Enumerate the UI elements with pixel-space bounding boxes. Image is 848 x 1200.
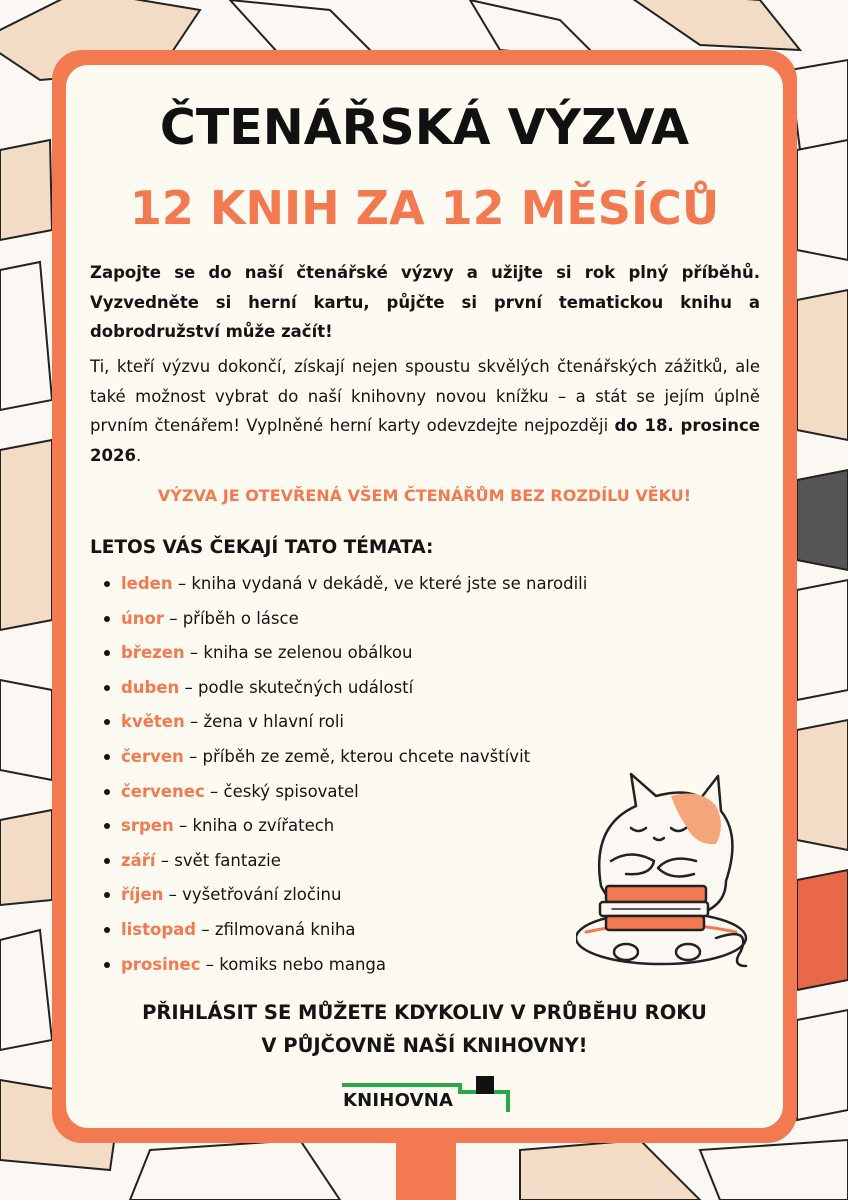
bullet-icon — [104, 650, 110, 656]
month-theme: – zfilmovaná kniha — [196, 919, 356, 939]
open-book-icon — [797, 870, 848, 990]
open-book-icon — [797, 290, 848, 440]
list-item — [100, 812, 587, 847]
list-item — [100, 881, 587, 916]
details-paragraph — [90, 352, 760, 470]
list-item — [100, 708, 587, 743]
open-book-icon — [520, 1140, 700, 1200]
intro-paragraph: Zapojte se do naší čtenářské výzvy a užijte si rok plný příběhů. Vyzvedněte si herní kartu, půjčte si první tematickou knihu a dobrodružství může začít! — [90, 263, 760, 341]
month-theme: – žena v hlavní roli — [184, 712, 345, 732]
open-book-icon — [797, 470, 848, 570]
list-item — [100, 778, 587, 813]
month-name: březen — [121, 643, 185, 663]
list-item — [100, 951, 587, 986]
open-book-icon — [797, 580, 848, 700]
month-name: únor — [121, 608, 164, 628]
list-item — [100, 605, 587, 640]
details-text: Ti, kteří výzvu dokončí, získají nejen spoustu skvělých čtenářských zážitků, ale také možnost vybrat do naší knihovny novou knížku – a stát se jejím úplně prvním čtenářem! Vyplněné herní karty odevzdejte nejpozději — [90, 357, 760, 435]
library-logo — [340, 1072, 520, 1114]
bullet-icon — [104, 581, 110, 587]
footer-line-2: V PŮJČOVNĚ NAŠÍ KNIHOVNY! — [261, 1034, 588, 1057]
list-item — [100, 674, 587, 709]
open-book-icon — [0, 930, 52, 1050]
list-item — [100, 916, 587, 951]
month-name: listopad — [121, 919, 197, 939]
bullet-icon — [104, 927, 110, 933]
month-theme: – svět fantazie — [155, 850, 281, 870]
open-to-all-notice: VÝZVA JE OTEVŘENÁ VŠEM ČTENÁŘŮM BEZ ROZDÍLU VĚKU! — [157, 486, 692, 505]
open-book-icon — [130, 1140, 340, 1200]
bullet-icon — [104, 892, 110, 898]
bullet-icon — [104, 754, 110, 760]
month-theme: – kniha o zvířatech — [173, 816, 335, 836]
open-book-icon — [0, 440, 52, 630]
month-name: červen — [121, 746, 184, 766]
footer-line-1: PŘIHLÁSIT SE MŮŽETE KDYKOLIV V PRŮBĚHU ROKU — [142, 1001, 707, 1024]
month-name: červenec — [121, 781, 205, 801]
month-name: květen — [121, 712, 185, 732]
list-item — [100, 743, 587, 778]
open-book-icon — [620, 0, 800, 50]
bullet-icon — [104, 685, 110, 691]
bullet-icon — [104, 962, 110, 968]
cat-with-books-illustration — [576, 766, 776, 976]
month-theme: – kniha vydaná v dekádě, ve které jste se narodili — [172, 574, 588, 593]
page-subtitle: 12 KNIH ZA 12 MĚSÍCŮ — [129, 181, 720, 235]
month-name: září — [121, 850, 156, 870]
month-theme-list — [100, 570, 587, 985]
list-item — [100, 570, 587, 605]
library-logo-text: KNIHOVNA — [343, 1090, 454, 1111]
month-theme: – příběh o lásce — [163, 608, 299, 628]
page-title: ČTENÁŘSKÁ VÝZVA — [159, 99, 690, 156]
footer-notice — [66, 996, 783, 1062]
month-name: prosinec — [121, 954, 201, 974]
month-theme: – český spisovatel — [204, 781, 359, 801]
bullet-icon — [104, 719, 110, 725]
themes-heading: LETOS VÁS ČEKAJÍ TATO TÉMATA: — [90, 537, 434, 558]
bullet-icon — [104, 789, 110, 795]
open-book-icon — [790, 60, 848, 150]
open-book-icon — [797, 140, 848, 260]
list-item — [100, 639, 587, 674]
month-name: duben — [121, 677, 180, 697]
open-book-icon — [0, 140, 52, 240]
month-theme: – komiks nebo manga — [200, 954, 386, 974]
bullet-icon — [104, 858, 110, 864]
open-book-icon — [797, 1010, 848, 1120]
month-theme: – kniha se zelenou obálkou — [184, 643, 413, 663]
month-theme: – podle skutečných událostí — [179, 677, 414, 697]
month-name: říjen — [121, 885, 164, 905]
month-theme: – příběh ze země, kterou chcete navštívit — [183, 746, 531, 766]
open-book-icon — [0, 262, 52, 410]
open-book-icon — [797, 720, 848, 850]
deadline: do 18. prosince 2026 — [90, 416, 760, 465]
list-item — [100, 847, 587, 882]
month-name: srpen — [121, 816, 174, 836]
month-theme: – vyšetřování zločinu — [163, 885, 342, 905]
details-end: . — [135, 445, 142, 465]
poster-stand — [396, 1140, 456, 1200]
bullet-icon — [104, 616, 110, 622]
open-book-icon — [0, 680, 52, 780]
open-book-icon — [0, 810, 52, 905]
open-book-icon — [700, 1140, 848, 1200]
month-name: leden — [121, 574, 173, 593]
bullet-icon — [104, 823, 110, 829]
